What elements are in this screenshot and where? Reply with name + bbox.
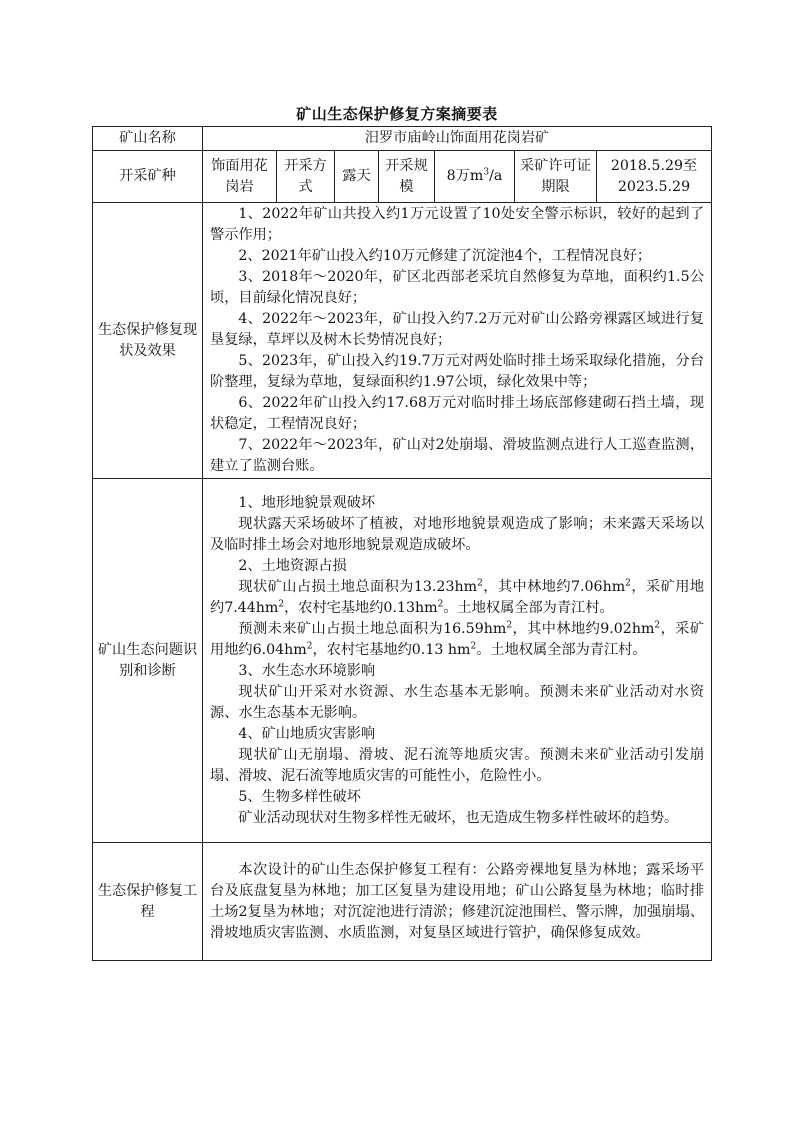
issue-text-5: 现状矿山无崩塌、滑坡、泥石流等地质灾害。预测未来矿业活动引发崩塌、滑坡、泥石流等地质灾害的可能性小，危险性小。 [210, 746, 705, 784]
row-issues [93, 479, 712, 843]
mining-method-label: 开采方式 [277, 151, 335, 203]
issue-heading-2: 2、土地资源占损 [238, 557, 347, 574]
mineral-type-value: 饰面用花岗岩 [203, 151, 277, 203]
project-content [203, 843, 712, 961]
status-content [203, 203, 712, 479]
status-item-7: 7、2022年～2023年，矿山对2处崩塌、滑坡监测点进行人工巡查监测，建立了监测台账。 [210, 437, 705, 474]
permit-period-value: 2018.5.29至2023.5.29 [597, 151, 712, 203]
status-item-6: 6、2022年矿山投入约17.68万元对临时排土场底部修建砌石挡土墙，现状稳定，工程情况良好； [210, 395, 705, 432]
issue-text-3: 预测未来矿山占损土地总面积为$16.59hm^2$，其中林地约$9.02hm^2$，采矿用地约$6.04hm^2$，农村宅基地约0.13 $hm^2$。土地权属全部为青江村。 [210, 619, 705, 658]
project-text: 本次设计的矿山生态保护修复工程有：公路旁裸地复垦为林地；露采场平台及底盘复垦为林地；加工区复垦为建设用地；矿山公路复垦为林地；临时排土场2复垦为林地；对沉淀池进行清淤；修建沉淀池围栏、警示牌，加强崩塌、滑坡地质灾害监测、水质监测，对复垦区域进行管护，确保修复成效。 [210, 861, 705, 941]
issue-text-4: 现状矿山开采对水资源、水生态基本无影响。预测未来矿业活动对水资源、水生态基本无影响。 [210, 683, 705, 721]
row-mining-info [93, 151, 712, 203]
issue-text-2: 现状矿山占损土地总面积为$13.23hm^2$，其中林地约$7.06hm^2$，采矿用地约$7.44hm^2$，农村宅基地约$0.13hm^2$。土地权属全部为青江村。 [210, 577, 705, 616]
status-item-3: 3、2018年～2020年，矿区北西部老采坑自然修复为草地，面积约1.5公顷，目前绿化情况良好； [210, 269, 705, 306]
issue-text-6: 矿业活动现状对生物多样性无破坏，也无造成生物多样性破坏的趋势。 [238, 809, 679, 826]
issue-heading-4: 4、矿山地质灾害影响 [238, 725, 376, 742]
issue-heading-3: 3、水生态水环境影响 [238, 662, 376, 679]
project-label: 生态保护修复工程 [93, 843, 203, 961]
summary-table [92, 126, 712, 961]
mineral-type-label: 开采矿种 [93, 151, 203, 203]
row-status [93, 203, 712, 479]
mine-name-value: 汨罗市庙岭山饰面用花岗岩矿 [203, 127, 712, 151]
permit-period-label: 采矿许可证期限 [515, 151, 597, 203]
mining-scale-label: 开采规模 [379, 151, 435, 203]
status-label: 生态保护修复现状及效果 [93, 203, 203, 479]
row-project [93, 843, 712, 961]
status-item-4: 4、2022年～2023年，矿山投入约7.2万元对矿山公路旁裸露区域进行复垦复绿，草坪以及树木长势情况良好； [210, 311, 705, 348]
status-item-1: 1、2022年矿山共投入约1万元设置了10处安全警示标识，较好的起到了警示作用； [210, 206, 705, 243]
page-title: 矿山生态保护修复方案摘要表 [296, 105, 498, 123]
status-item-5: 5、2023年，矿山投入约19.7万元对两处临时排土场采取绿化措施，分台阶整理，复绿为草地，复绿面积约1.97公顷，绿化效果中等； [210, 353, 705, 390]
mining-method-value: 露天 [335, 151, 379, 203]
issue-heading-1: 1、地形地貌景观破坏 [238, 494, 376, 511]
status-item-2: 2、2021年矿山投入约10万元修建了沉淀池4个，工程情况良好； [238, 248, 652, 264]
issues-label: 矿山生态问题识别和诊断 [93, 479, 203, 843]
issue-heading-5: 5、生物多样性破坏 [238, 788, 361, 805]
issue-text-1: 现状露天采场破坏了植被，对地形地貌景观造成了影响；未来露天采场以及临时排土场会对地形地貌景观造成破坏。 [210, 515, 705, 553]
row-mine-name [93, 127, 712, 151]
mine-name-label: 矿山名称 [93, 127, 203, 151]
mining-scale-value: 8万$m^3/a$ [435, 151, 515, 203]
issues-content [203, 479, 712, 843]
